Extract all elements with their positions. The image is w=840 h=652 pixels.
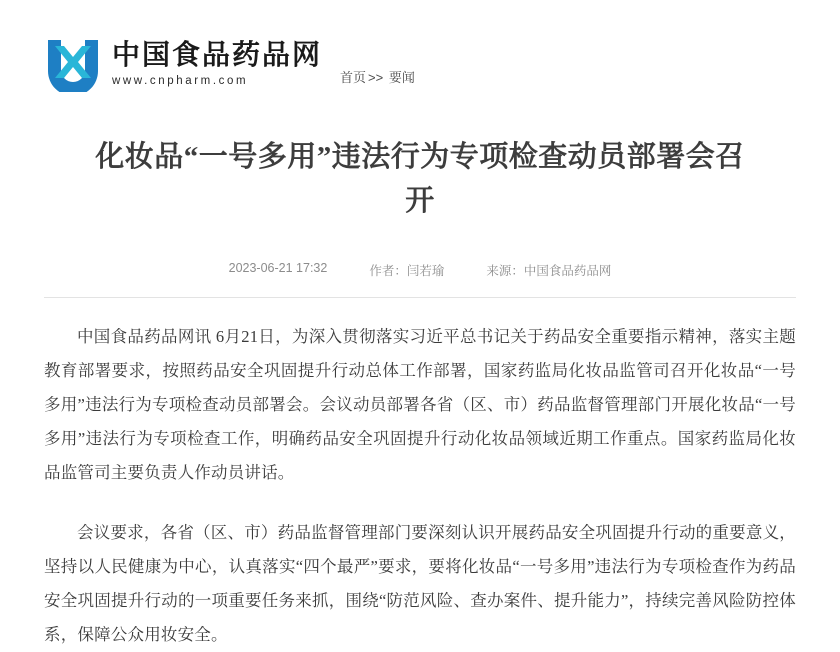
breadcrumb-item-home[interactable]: 首页 <box>340 70 367 85</box>
breadcrumb-separator: >> <box>368 70 384 85</box>
site-header <box>0 0 840 92</box>
article-body <box>44 320 796 652</box>
article-date: 2023-06-21 17:32 <box>228 261 328 275</box>
brand-name-cn: 中国食品药品网 <box>112 39 323 71</box>
meta-divider <box>44 297 796 298</box>
article-author: 作者：闫若瑜 <box>369 264 445 278</box>
article-meta <box>44 261 796 279</box>
breadcrumb-item-current[interactable]: 要闻 <box>388 70 415 85</box>
logo-text <box>112 41 322 87</box>
brand-website: www.cnpharm.com <box>112 75 249 88</box>
article-paragraph: 会议要求，各省（区、市）药品监督管理部门要深刻认识开展药品安全巩固提升行动的重要意义，坚持以人民健康为中心，认真落实“四个最严”要求，要将化妆品“一号多用”违法行为专项检查作为药品安全巩固提升行动的一项重要任务来抓，围绕“防范风险、查办案件、提升能力”，持续完善风险防控体系，保障公众用妆安全。 <box>44 523 796 644</box>
article <box>0 136 840 652</box>
breadcrumb <box>340 67 415 92</box>
article-paragraph: 中国食品药品网讯 6月21日，为深入贯彻落实习近平总书记关于药品安全重要指示精神，落实主题教育部署要求，按照药品安全巩固提升行动总体工作部署，国家药监局化妆品监管司召开化妆品“一号多用”违法行为专项检查动员部署会。会议动员部署各省（区、市）药品监督管理部门开展化妆品“一号多用”违法行为专项检查工作，明确药品安全巩固提升行动化妆品领域近期工作重点。国家药监局化妆品监管司主要负责人作动员讲话。 <box>44 327 796 482</box>
cnpharm-logo-icon <box>44 36 102 92</box>
article-source: 来源：中国食品药品网 <box>486 264 612 278</box>
site-logo[interactable] <box>44 36 322 92</box>
page-title: 化妆品“一号多用”违法行为专项检查动员部署会召开 <box>95 141 745 217</box>
